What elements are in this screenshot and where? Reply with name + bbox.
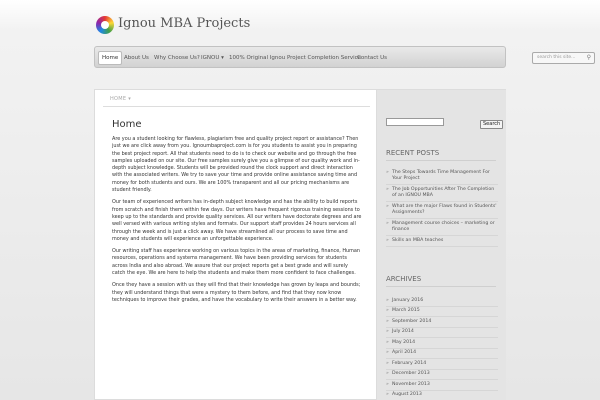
paragraph: Our team of experienced writers has in-depth subject knowledge and has the ability to build reports from scratch and finish them within few days. Our writers have frequent rigorous training sessions to keep up to the standards and provide quality services. All our writers have doctorate degrees and are well versed with various writing styles and formats. Our support staff provides 24 hours services all through the week and is just a click away. We have streamlined all our process to save time and money and students will experience an unforgettable experience. (112, 199, 362, 242)
chevron-down-icon: ▾ (221, 55, 224, 61)
main-nav (94, 46, 591, 68)
archive-link[interactable]: » November 2013 (386, 380, 498, 391)
recent-post-link[interactable]: » Management course choices – marketing or finance (386, 219, 498, 236)
search-placeholder: search this site... (537, 55, 576, 60)
paragraph: Are you a student looking for flawless, plagiarism free and quality project report or assistance? Then just we are click away from you. Ignoumbaproject.com is for you students to assist you in preparing the best project report. All that students need to do is to check our website and go through the free samples uploaded on our site. Our free samples surely give you a glimpse of our quality work and in-depth subject knowledge. Students will be provided round the clock support and direct interaction with the associated writers. We try to save your time and provide online assistance saving time and money for both students and ours. We are 100% transparent and all our pricing mechanisms are student friendly. (112, 136, 360, 194)
archive-link[interactable]: » September 2014 (386, 317, 498, 328)
nav-ignou-label: IGNOU (201, 55, 220, 61)
recent-post-link[interactable]: » Skills an MBA teaches (386, 236, 498, 247)
page-body (112, 136, 362, 309)
nav-ignou[interactable] (198, 51, 227, 65)
divider (103, 106, 370, 107)
chevron-down-icon: ▾ (128, 96, 132, 102)
breadcrumb[interactable] (110, 96, 131, 102)
search-icon[interactable]: ⚲ (586, 54, 591, 61)
nav-about-us[interactable]: About Us (124, 55, 149, 61)
recent-posts-title: RECENT POSTS (386, 149, 496, 157)
search-input[interactable] (532, 52, 595, 64)
page-title: Home (112, 119, 142, 130)
site-header (0, 0, 600, 48)
archive-link[interactable]: » July 2014 (386, 328, 498, 339)
archive-link[interactable]: » March 2015 (386, 307, 498, 318)
recent-post-link[interactable]: » The Steps Towards Time Management For Your Project (386, 168, 498, 185)
archive-link[interactable]: » February 2014 (386, 359, 498, 370)
recent-post-link[interactable]: » What are the major Flaws found in Students' Assignments? (386, 202, 498, 219)
recent-post-link[interactable]: » The Job Opportunities After The Completion of an IGNOU MBA (386, 185, 498, 202)
breadcrumb-home: HOME (110, 96, 127, 102)
archive-link[interactable]: » April 2014 (386, 349, 498, 360)
archive-link[interactable]: » December 2013 (386, 370, 498, 381)
sidebar (377, 89, 506, 400)
sidebar-search-button[interactable]: Search (480, 120, 503, 129)
archive-link[interactable]: » August 2013 (386, 391, 498, 400)
recent-posts-list (386, 168, 498, 247)
archive-link[interactable]: » January 2016 (386, 296, 498, 307)
paragraph: Once they have a session with us they will find that their knowledge has grown by leaps and bounds; they will understand things that were a mystery to them before, and find that they now know techniques to improve their grades, and have the vocabulary to write their answers in a better way. (112, 282, 361, 303)
logo-icon[interactable] (96, 16, 114, 34)
sidebar-search-input[interactable] (386, 118, 444, 126)
archives-list (386, 296, 498, 400)
nav-contact-us[interactable]: Contact Us (357, 55, 388, 61)
main-content (94, 89, 377, 400)
archives-title: ARCHIVES (386, 275, 496, 283)
nav-why-choose-us[interactable]: Why Choose Us? (154, 55, 200, 61)
nav-completion-service[interactable]: 100% Original Ignou Project Completion Service (229, 55, 362, 61)
nav-home[interactable]: Home (98, 51, 122, 65)
paragraph: Our writing staff has experience working on various topics in the areas of marketing, finance, Human resources, operations and systems management. We have been providing services for students across India and also abroad. We assure that our project reports get a best grade and will surely catch the eye. We are here to help the students and make them more confident to face challenges. (112, 248, 361, 277)
site-title[interactable]: Ignou MBA Projects (118, 16, 251, 31)
archive-link[interactable]: » May 2014 (386, 338, 498, 349)
